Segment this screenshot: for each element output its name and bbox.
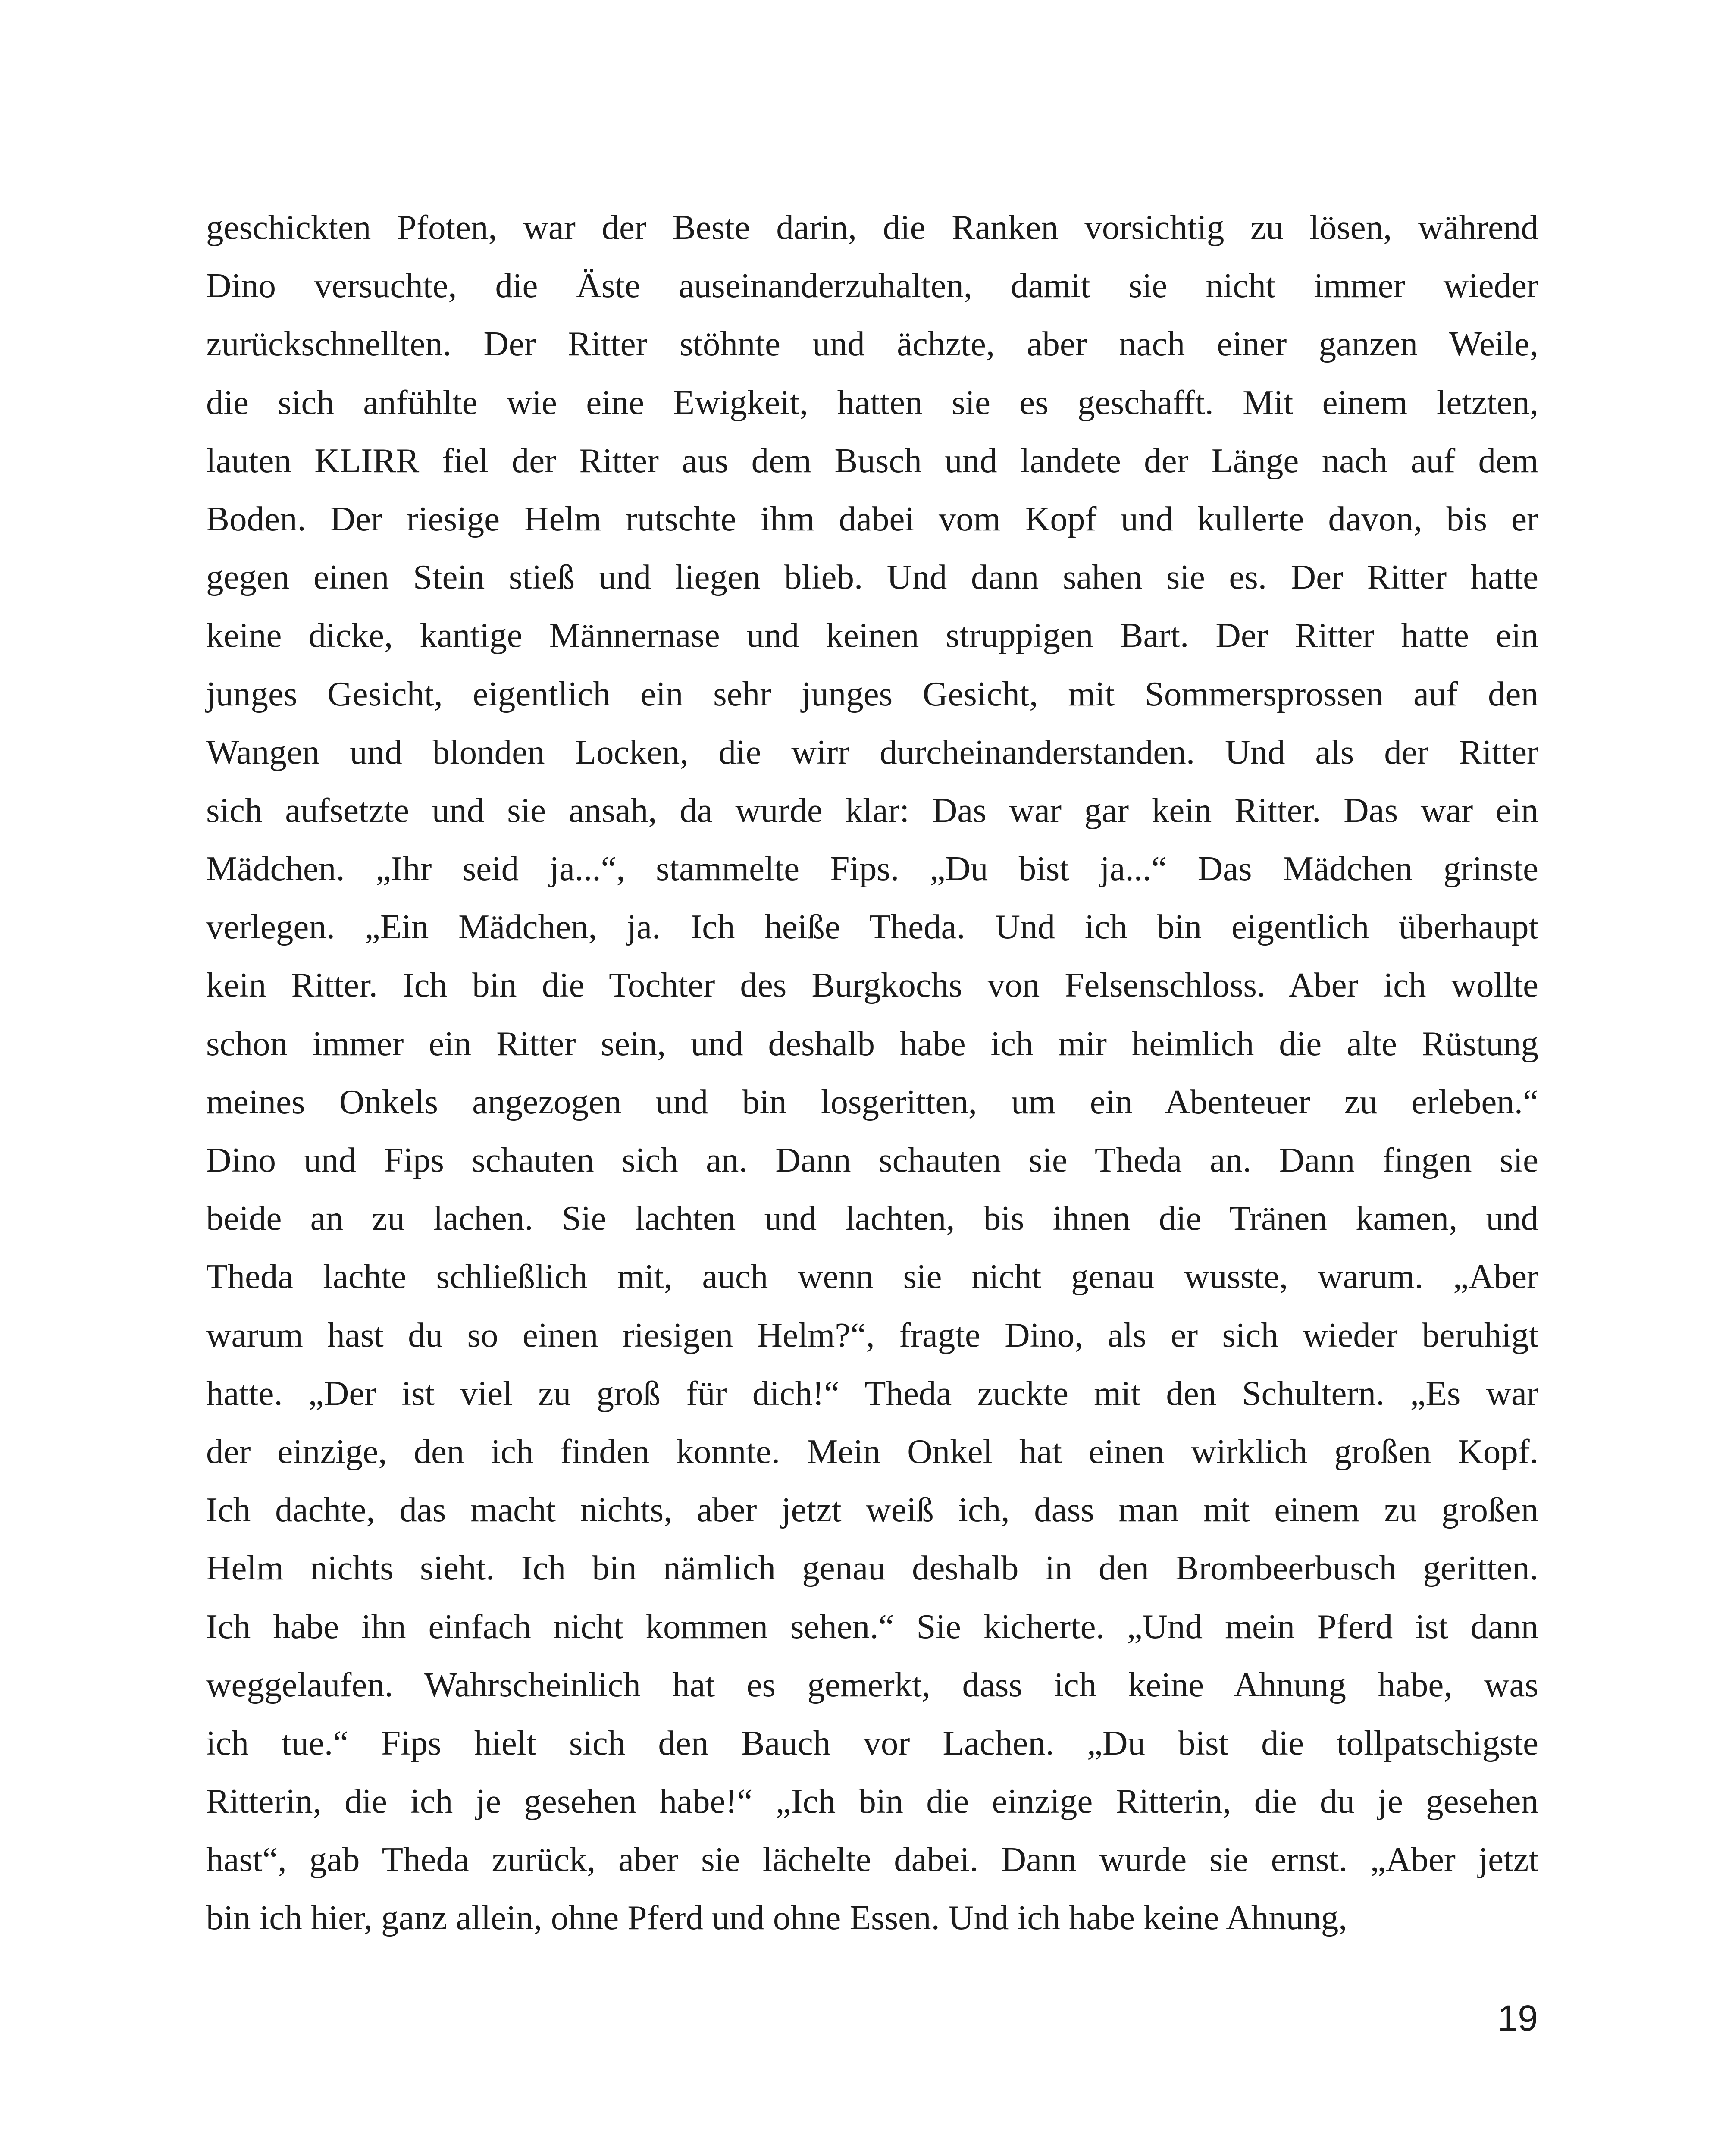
text-line: warum hast du so einen riesigen Helm?“, fragte Dino, als er sich wieder beruhigt — [206, 1315, 1538, 1354]
text-line: verlegen. „Ein Mädchen, ja. Ich heiße Theda. Und ich bin eigentlich überhaupt — [206, 907, 1538, 946]
text-line: lauten KLIRR fiel der Ritter aus dem Busch und landete der Länge nach auf dem — [206, 441, 1538, 480]
text-line: keine dicke, kantige Männernase und keinen struppigen Bart. Der Ritter hatte ein — [206, 616, 1538, 655]
page-number: 19 — [1497, 1998, 1538, 2038]
text-line: junges Gesicht, eigentlich ein sehr junges Gesicht, mit Sommersprossen auf den — [206, 674, 1538, 713]
text-line: zurückschnellten. Der Ritter stöhnte und ächzte, aber nach einer ganzen Weile, — [206, 324, 1538, 364]
text-line: ich tue.“ Fips hielt sich den Bauch vor Lachen. „Du bist die tollpatschigste — [206, 1723, 1538, 1762]
text-line: Ich habe ihn einfach nicht kommen sehen.“ Sie kicherte. „Und mein Pferd ist dann — [206, 1607, 1538, 1646]
text-line: Theda lachte schließlich mit, auch wenn sie nicht genau wusste, warum. „Aber — [206, 1257, 1538, 1296]
text-line: der einzige, den ich finden konnte. Mein Onkel hat einen wirklich großen Kopf. — [206, 1432, 1538, 1471]
text-line: Ich dachte, das macht nichts, aber jetzt weiß ich, dass man mit einem zu großen — [206, 1490, 1538, 1529]
text-line: beide an zu lachen. Sie lachten und lachten, bis ihnen die Tränen kamen, und — [206, 1199, 1538, 1238]
text-line: geschickten Pfoten, war der Beste darin, die Ranken vorsichtig zu lösen, während — [206, 208, 1538, 247]
text-line: weggelaufen. Wahrscheinlich hat es gemerkt, dass ich keine Ahnung habe, was — [206, 1665, 1538, 1704]
text-line: Boden. Der riesige Helm rutschte ihm dabei vom Kopf und kullerte davon, bis er — [206, 499, 1538, 538]
text-line: hatte. „Der ist viel zu groß für dich!“ Theda zuckte mit den Schultern. „Es war — [206, 1373, 1538, 1413]
text-line: kein Ritter. Ich bin die Tochter des Burgkochs von Felsenschloss. Aber ich wollte — [206, 965, 1538, 1005]
text-line: Wangen und blonden Locken, die wirr durcheinanderstanden. Und als der Ritter — [206, 732, 1538, 771]
text-line: sich aufsetzte und sie ansah, da wurde klar: Das war gar kein Ritter. Das war ein — [206, 790, 1538, 830]
text-line: Helm nichts sieht. Ich bin nämlich genau deshalb in den Brombeerbusch geritten. — [206, 1548, 1538, 1588]
text-line: hast“, gab Theda zurück, aber sie lächelte dabei. Dann wurde sie ernst. „Aber jetzt — [206, 1840, 1538, 1879]
text-line: die sich anfühlte wie eine Ewigkeit, hatten sie es geschafft. Mit einem letzten, — [206, 382, 1538, 422]
text-line: Mädchen. „Ihr seid ja...“, stammelte Fips. „Du bist ja...“ Das Mädchen grinste — [206, 849, 1538, 888]
text-line: Ritterin, die ich je gesehen habe!“ „Ich bin die einzige Ritterin, die du je gesehen — [206, 1782, 1538, 1821]
text-line: gegen einen Stein stieß und liegen blieb. Und dann sahen sie es. Der Ritter hatte — [206, 558, 1538, 597]
text-line: meines Onkels angezogen und bin losgeritten, um ein Abenteuer zu erleben.“ — [206, 1082, 1538, 1121]
text-line: Dino versuchte, die Äste auseinanderzuhalten, damit sie nicht immer wieder — [206, 266, 1538, 305]
body-text — [206, 198, 1538, 1947]
text-line: Dino und Fips schauten sich an. Dann schauten sie Theda an. Dann fingen sie — [206, 1141, 1538, 1179]
text-line: schon immer ein Ritter sein, und deshalb habe ich mir heimlich die alte Rüstung — [206, 1024, 1538, 1063]
text-line: bin ich hier, ganz allein, ohne Pferd und ohne Essen. Und ich habe keine Ahnung, — [206, 1898, 1347, 1937]
